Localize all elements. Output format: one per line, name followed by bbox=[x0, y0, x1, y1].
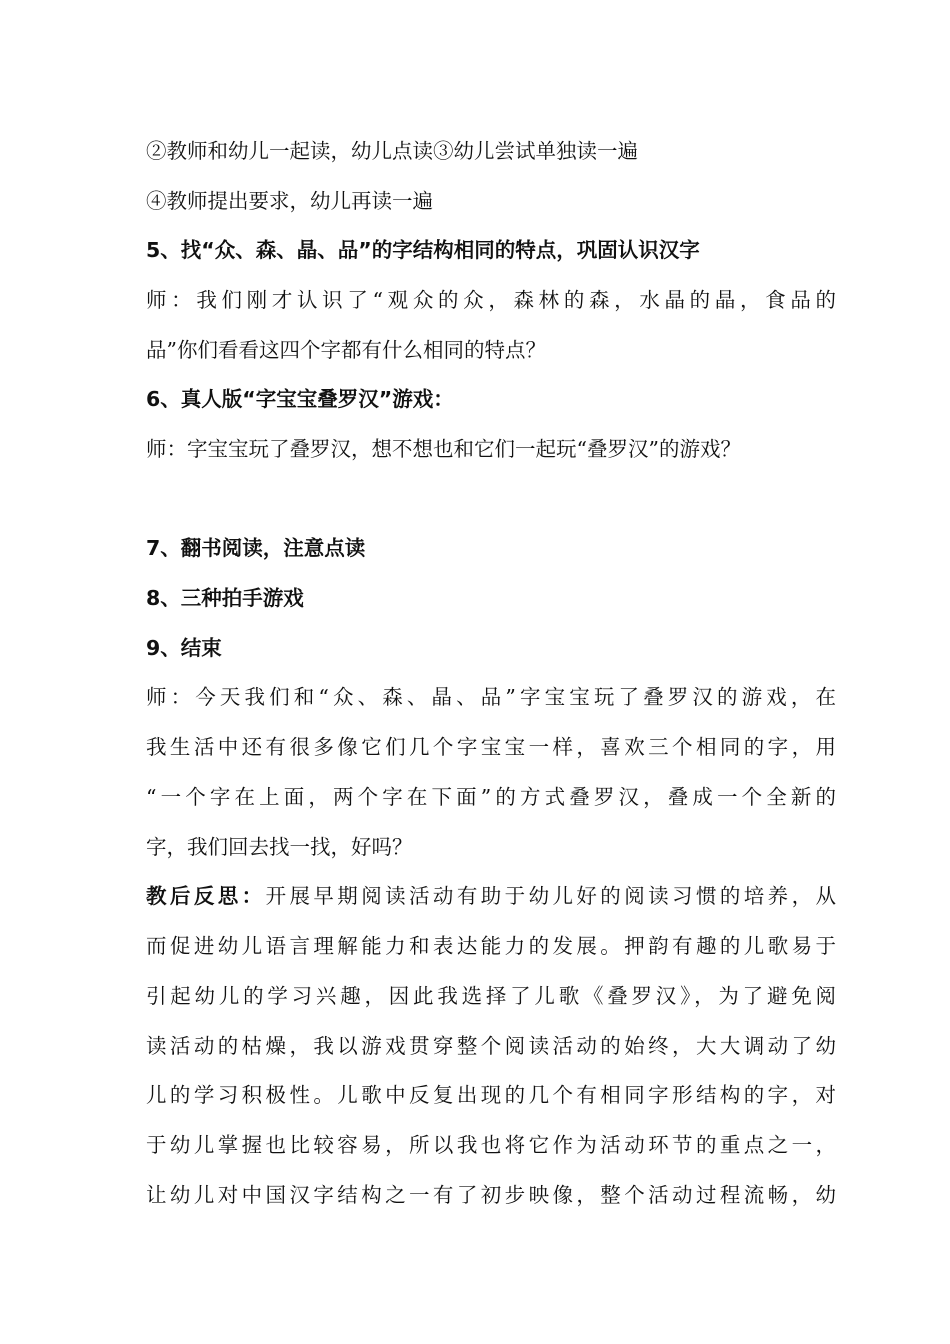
heading-7: 7、翻书阅读，注意点读 bbox=[146, 536, 366, 560]
heading-6: 6、真人版“字宝宝叠罗汉”游戏： bbox=[146, 387, 454, 411]
reflection-line bbox=[146, 881, 836, 911]
reflection-text: 开展早期阅读活动有助于幼儿好的阅读习惯的培养，从 bbox=[265, 884, 836, 908]
paragraph-line: 而促进幼儿语言理解能力和表达能力的发展。押韵有趣的儿歌易于 bbox=[146, 934, 836, 958]
paragraph-line: 师：字宝宝玩了叠罗汉，想不想也和它们一起玩“叠罗汉”的游戏？ bbox=[146, 437, 741, 461]
paragraph-line: 于幼儿掌握也比较容易，所以我也将它作为活动环节的重点之一， bbox=[146, 1133, 836, 1157]
paragraph-line: 让幼儿对中国汉字结构之一有了初步映像，整个活动过程流畅，幼 bbox=[146, 1183, 836, 1207]
reflection-label: 教后反思： bbox=[146, 884, 266, 908]
paragraph-line: 字，我们回去找一找，好吗？ bbox=[146, 835, 413, 859]
paragraph-line: 师：我们刚才认识了“观众的众，森林的森，水晶的晶，食品的 bbox=[146, 288, 836, 312]
step-2-4-text: ②教师和幼儿一起读，幼儿点读③幼儿尝试单独读一遍 bbox=[146, 139, 638, 163]
heading-9: 9、结束 bbox=[146, 636, 222, 660]
paragraph-line: 品”你们看看这四个字都有什么相同的特点？ bbox=[146, 338, 546, 362]
heading-5: 5、找“众、森、晶、品”的字结构相同的特点，巩固认识汉字 bbox=[146, 238, 700, 262]
heading-8: 8、三种拍手游戏 bbox=[146, 586, 304, 610]
paragraph-line: 引起幼儿的学习兴趣，因此我选择了儿歌《叠罗汉》，为了避免阅 bbox=[146, 984, 836, 1008]
paragraph-line: “一个字在上面，两个字在下面”的方式叠罗汉，叠成一个全新的 bbox=[146, 785, 836, 809]
paragraph-line: 我生活中还有很多像它们几个字宝宝一样，喜欢三个相同的字，用 bbox=[146, 735, 836, 759]
step-4-text: ④教师提出要求，幼儿再读一遍 bbox=[146, 189, 433, 213]
paragraph-line: 师：今天我们和“众、森、晶、品”字宝宝玩了叠罗汉的游戏，在 bbox=[146, 685, 836, 709]
paragraph-line: 儿的学习积极性。儿歌中反复出现的几个有相同字形结构的字，对 bbox=[146, 1083, 836, 1107]
paragraph-line: 读活动的枯燥，我以游戏贯穿整个阅读活动的始终，大大调动了幼 bbox=[146, 1034, 836, 1058]
